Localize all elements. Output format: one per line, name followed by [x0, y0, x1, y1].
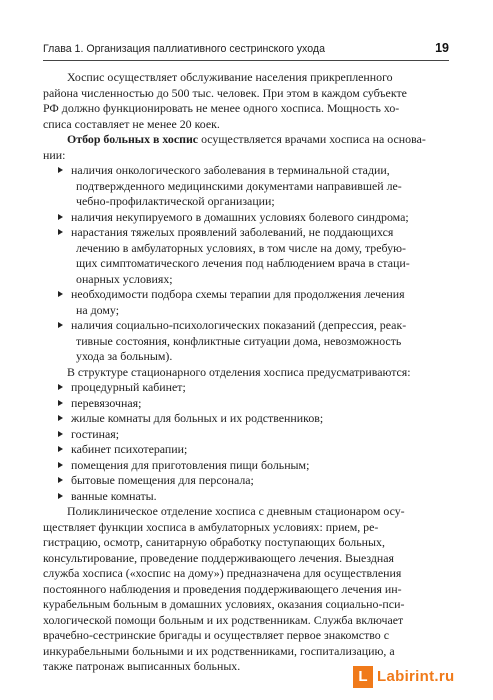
text-fragment: процедурный кабинет; — [71, 380, 186, 394]
text-line: Хоспис осуществляет обслуживание населения прикрепленного — [67, 70, 393, 84]
text-fragment: необходимости подбора схемы терапии для продолжения лечения — [71, 287, 405, 301]
text-fragment: гостиная; — [71, 426, 120, 441]
text-line: постоянного наблюдения и проведения поддерживающего лечения ин- — [43, 581, 402, 596]
bullet-marker-icon — [58, 384, 63, 390]
text-fragment: перевязочная; — [71, 395, 142, 410]
text-line — [43, 318, 449, 334]
text-line: списа составляет не менее 20 коек. — [43, 116, 220, 131]
list-item — [43, 458, 449, 474]
text-line — [43, 225, 449, 241]
criteria-list — [43, 163, 449, 365]
text-line — [43, 132, 449, 148]
bullet-marker-icon — [58, 446, 63, 452]
list-item — [43, 210, 449, 226]
rooms-list — [43, 380, 449, 504]
text-line: района численностью до 500 тыс. человек. При этом в каждом субъекте — [43, 85, 407, 100]
paragraph-patient-selection — [43, 132, 449, 163]
text-line: Поликлиническое отделение хосписа с дневным стационаром осу- — [67, 504, 405, 518]
list-item — [43, 473, 449, 489]
header-divider — [43, 60, 449, 61]
text-fragment: ванные комнаты. — [71, 488, 157, 503]
logo-text: Labirint.ru — [377, 668, 455, 685]
bold-term: Отбор больных в хоспис — [67, 132, 199, 146]
bullet-marker-icon — [58, 477, 63, 483]
text-line: чебно-профилактической организации; — [76, 194, 275, 208]
text-line: тивные состояния, конфликтные ситуации дома, невозможность — [76, 333, 402, 348]
text-line: нии: — [43, 147, 66, 162]
list-item — [43, 380, 449, 396]
bullet-marker-icon — [58, 415, 63, 421]
text-line: РФ должно функционировать не менее одного хосписа. Мощность хо- — [43, 101, 400, 115]
text-fragment: наличия онкологического заболевания в терминальной стадии, — [71, 163, 390, 177]
running-header — [43, 42, 449, 58]
text-fragment: наличия некупируемого в домашних условиях болевого синдрома; — [71, 209, 409, 224]
list-item — [43, 287, 449, 318]
labirint-logo — [353, 666, 477, 692]
text-line: консультирование, проведение поддерживающего лечения. Выездная — [43, 550, 395, 565]
text-line — [43, 210, 449, 226]
text-line: В структуре стационарного отделения хосписа предусматриваются: — [67, 364, 411, 379]
bullet-marker-icon — [58, 493, 63, 499]
bullet-marker-icon — [58, 400, 63, 406]
text-line: подтвержденного медицинскими документами направившей ле- — [76, 178, 402, 193]
text-fragment: кабинет психотерапии; — [71, 442, 188, 456]
text-line: инкурабельными больными и их родственниками, госпитализацию, а — [43, 643, 395, 658]
text-line: онарных условиях; — [76, 271, 173, 286]
text-fragment: помещения для приготовления пищи больным; — [71, 457, 310, 472]
text-line: щих симптоматического лечения под наблюдением врача в стаци- — [76, 256, 410, 270]
bullet-marker-icon — [58, 462, 63, 468]
bullet-marker-icon — [58, 214, 63, 220]
text-line: хологической помощи больным и их родственникам. Служба включает — [43, 612, 404, 627]
bullet-marker-icon — [58, 229, 63, 235]
text-line: гистрацию, осмотр, санитарную обработку поступающих больных, — [43, 535, 385, 549]
text-line: служба хосписа («хоспис на дому») предназначена для осуществления — [43, 566, 402, 580]
page-number: 19 — [435, 41, 449, 55]
text-line: на дому; — [76, 302, 119, 317]
text-line: также патронаж выписанных больных. — [43, 659, 241, 673]
text-fragment: осуществляется врачами хосписа на основа- — [198, 132, 426, 146]
list-item — [43, 396, 449, 412]
text-fragment: бытовые помещения для персонала; — [71, 473, 254, 487]
paragraph-outpatient — [43, 504, 449, 675]
page-body — [43, 70, 449, 675]
bullet-marker-icon — [58, 291, 63, 297]
list-item — [43, 163, 449, 210]
text-line: ухода за больным). — [76, 349, 173, 363]
list-item — [43, 225, 449, 287]
bullet-marker-icon — [58, 167, 63, 173]
paragraph-structure — [43, 365, 449, 381]
list-item — [43, 411, 449, 427]
text-line: лечению в амбулаторных условиях, в том числе на дому, требую- — [76, 240, 406, 255]
logo-letter-icon: L — [353, 666, 373, 688]
text-line — [43, 163, 449, 179]
text-line: врачебно-сестринские бригады и осуществляет первое знакомство с — [43, 628, 389, 642]
bullet-marker-icon — [58, 322, 63, 328]
chapter-title: Глава 1. Организация паллиативного сестринского ухода — [43, 43, 325, 55]
text-fragment: наличия социально-психологических показаний (депрессия, реак- — [71, 318, 407, 332]
text-fragment: жилые комнаты для больных и их родственников; — [71, 411, 324, 425]
list-item — [43, 318, 449, 365]
text-line — [43, 287, 449, 303]
list-item — [43, 442, 449, 458]
paragraph-hospice-service — [43, 70, 449, 132]
bullet-marker-icon — [58, 431, 63, 437]
text-fragment: нарастания тяжелых проявлений заболеваний, не поддающихся — [71, 225, 394, 239]
list-item — [43, 489, 449, 505]
text-line: курабельным больным в домашних условиях, оказания социально-пси- — [43, 597, 405, 611]
text-line: ществляет функции хосписа в амбулаторных условиях: прием, ре- — [43, 519, 379, 534]
list-item — [43, 427, 449, 443]
